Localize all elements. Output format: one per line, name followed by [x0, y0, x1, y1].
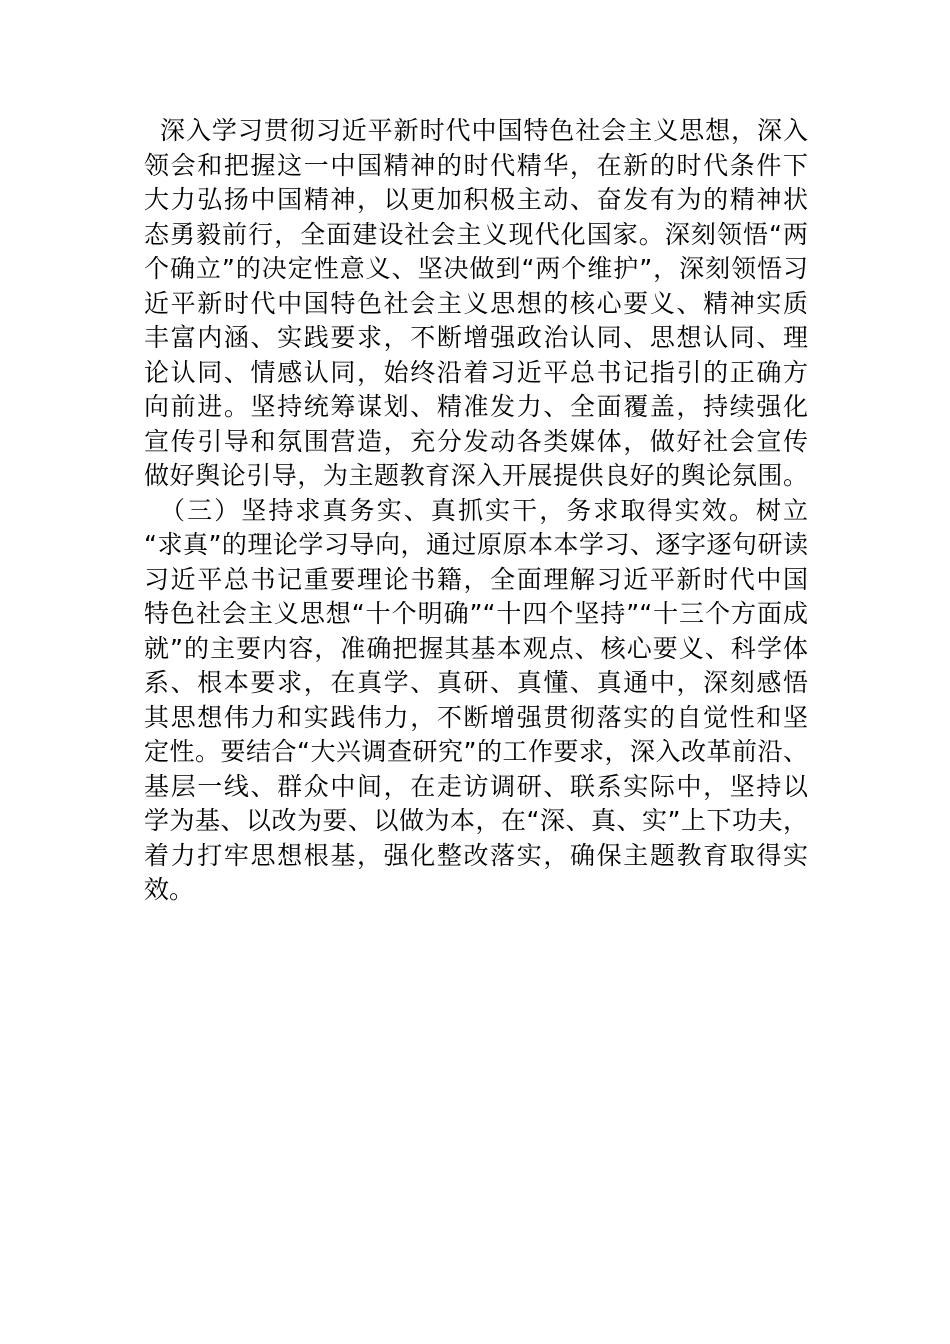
text-line: 近平新时代中国特色社会主义思想的核心要义、精神实质: [144, 288, 808, 318]
text-line: 深入学习贯彻习近平新时代中国特色社会主义思想，深入: [160, 116, 808, 145]
text-line: 个确立”的决定性意义、坚决做到“两个维护”，深刻领悟习: [144, 254, 808, 283]
paragraph-1: [144, 114, 808, 494]
text-line: 基层一线、群众中间，在走访调研、联系实际中，坚持以: [144, 771, 808, 801]
text-line: 就”的主要内容，准确把握其基本观点、核心要义、科学体: [144, 633, 808, 663]
text-line: 丰富内涵、实践要求，不断增强政治认同、思想认同、理: [144, 323, 808, 352]
text-line: 定性。要结合“大兴调查研究”的工作要求，深入改革前沿、: [144, 737, 808, 766]
text-line: 大力弘扬中国精神，以更加积极主动、奋发有为的精神状: [144, 185, 808, 214]
text-line: 做好舆论引导，为主题教育深入开展提供良好的舆论氛围。: [144, 461, 808, 490]
text-line: 其思想伟力和实践伟力，不断增强贯彻落实的自觉性和坚: [144, 702, 808, 732]
text-line: 学为基、以改为要、以做为本，在“深、真、实”上下功夫，: [144, 806, 808, 835]
text-line: 论认同、情感认同，始终沿着习近平总书记指引的正确方: [144, 357, 808, 387]
text-line: 着力打牢思想根基，强化整改落实，确保主题教育取得实: [144, 840, 808, 870]
text-line: 特色社会主义思想“十个明确”“十四个坚持”“十三个方面成: [144, 599, 808, 628]
document-body: [144, 114, 808, 908]
text-line: 系、根本要求，在真学、真研、真懂、真通中，深刻感悟: [144, 668, 808, 697]
paragraph-2: [144, 494, 808, 908]
text-line: 领会和把握这一中国精神的时代精华，在新的时代条件下: [144, 150, 808, 180]
text-line: 习近平总书记重要理论书籍，全面理解习近平新时代中国: [144, 564, 808, 594]
text-line: 宣传引导和氛围营造，充分发动各类媒体，做好社会宣传: [144, 426, 808, 456]
text-line: 向前进。坚持统筹谋划、精准发力、全面覆盖，持续强化: [144, 392, 808, 421]
text-line: “求真”的理论学习导向，通过原原本本学习、逐字逐句研读: [144, 530, 808, 559]
text-line: 效。: [144, 875, 195, 904]
text-line: 态勇毅前行，全面建设社会主义现代化国家。深刻领悟“两: [144, 219, 808, 249]
text-line: （三）坚持求真务实、真抓实干，务求取得实效。树立: [160, 495, 808, 525]
